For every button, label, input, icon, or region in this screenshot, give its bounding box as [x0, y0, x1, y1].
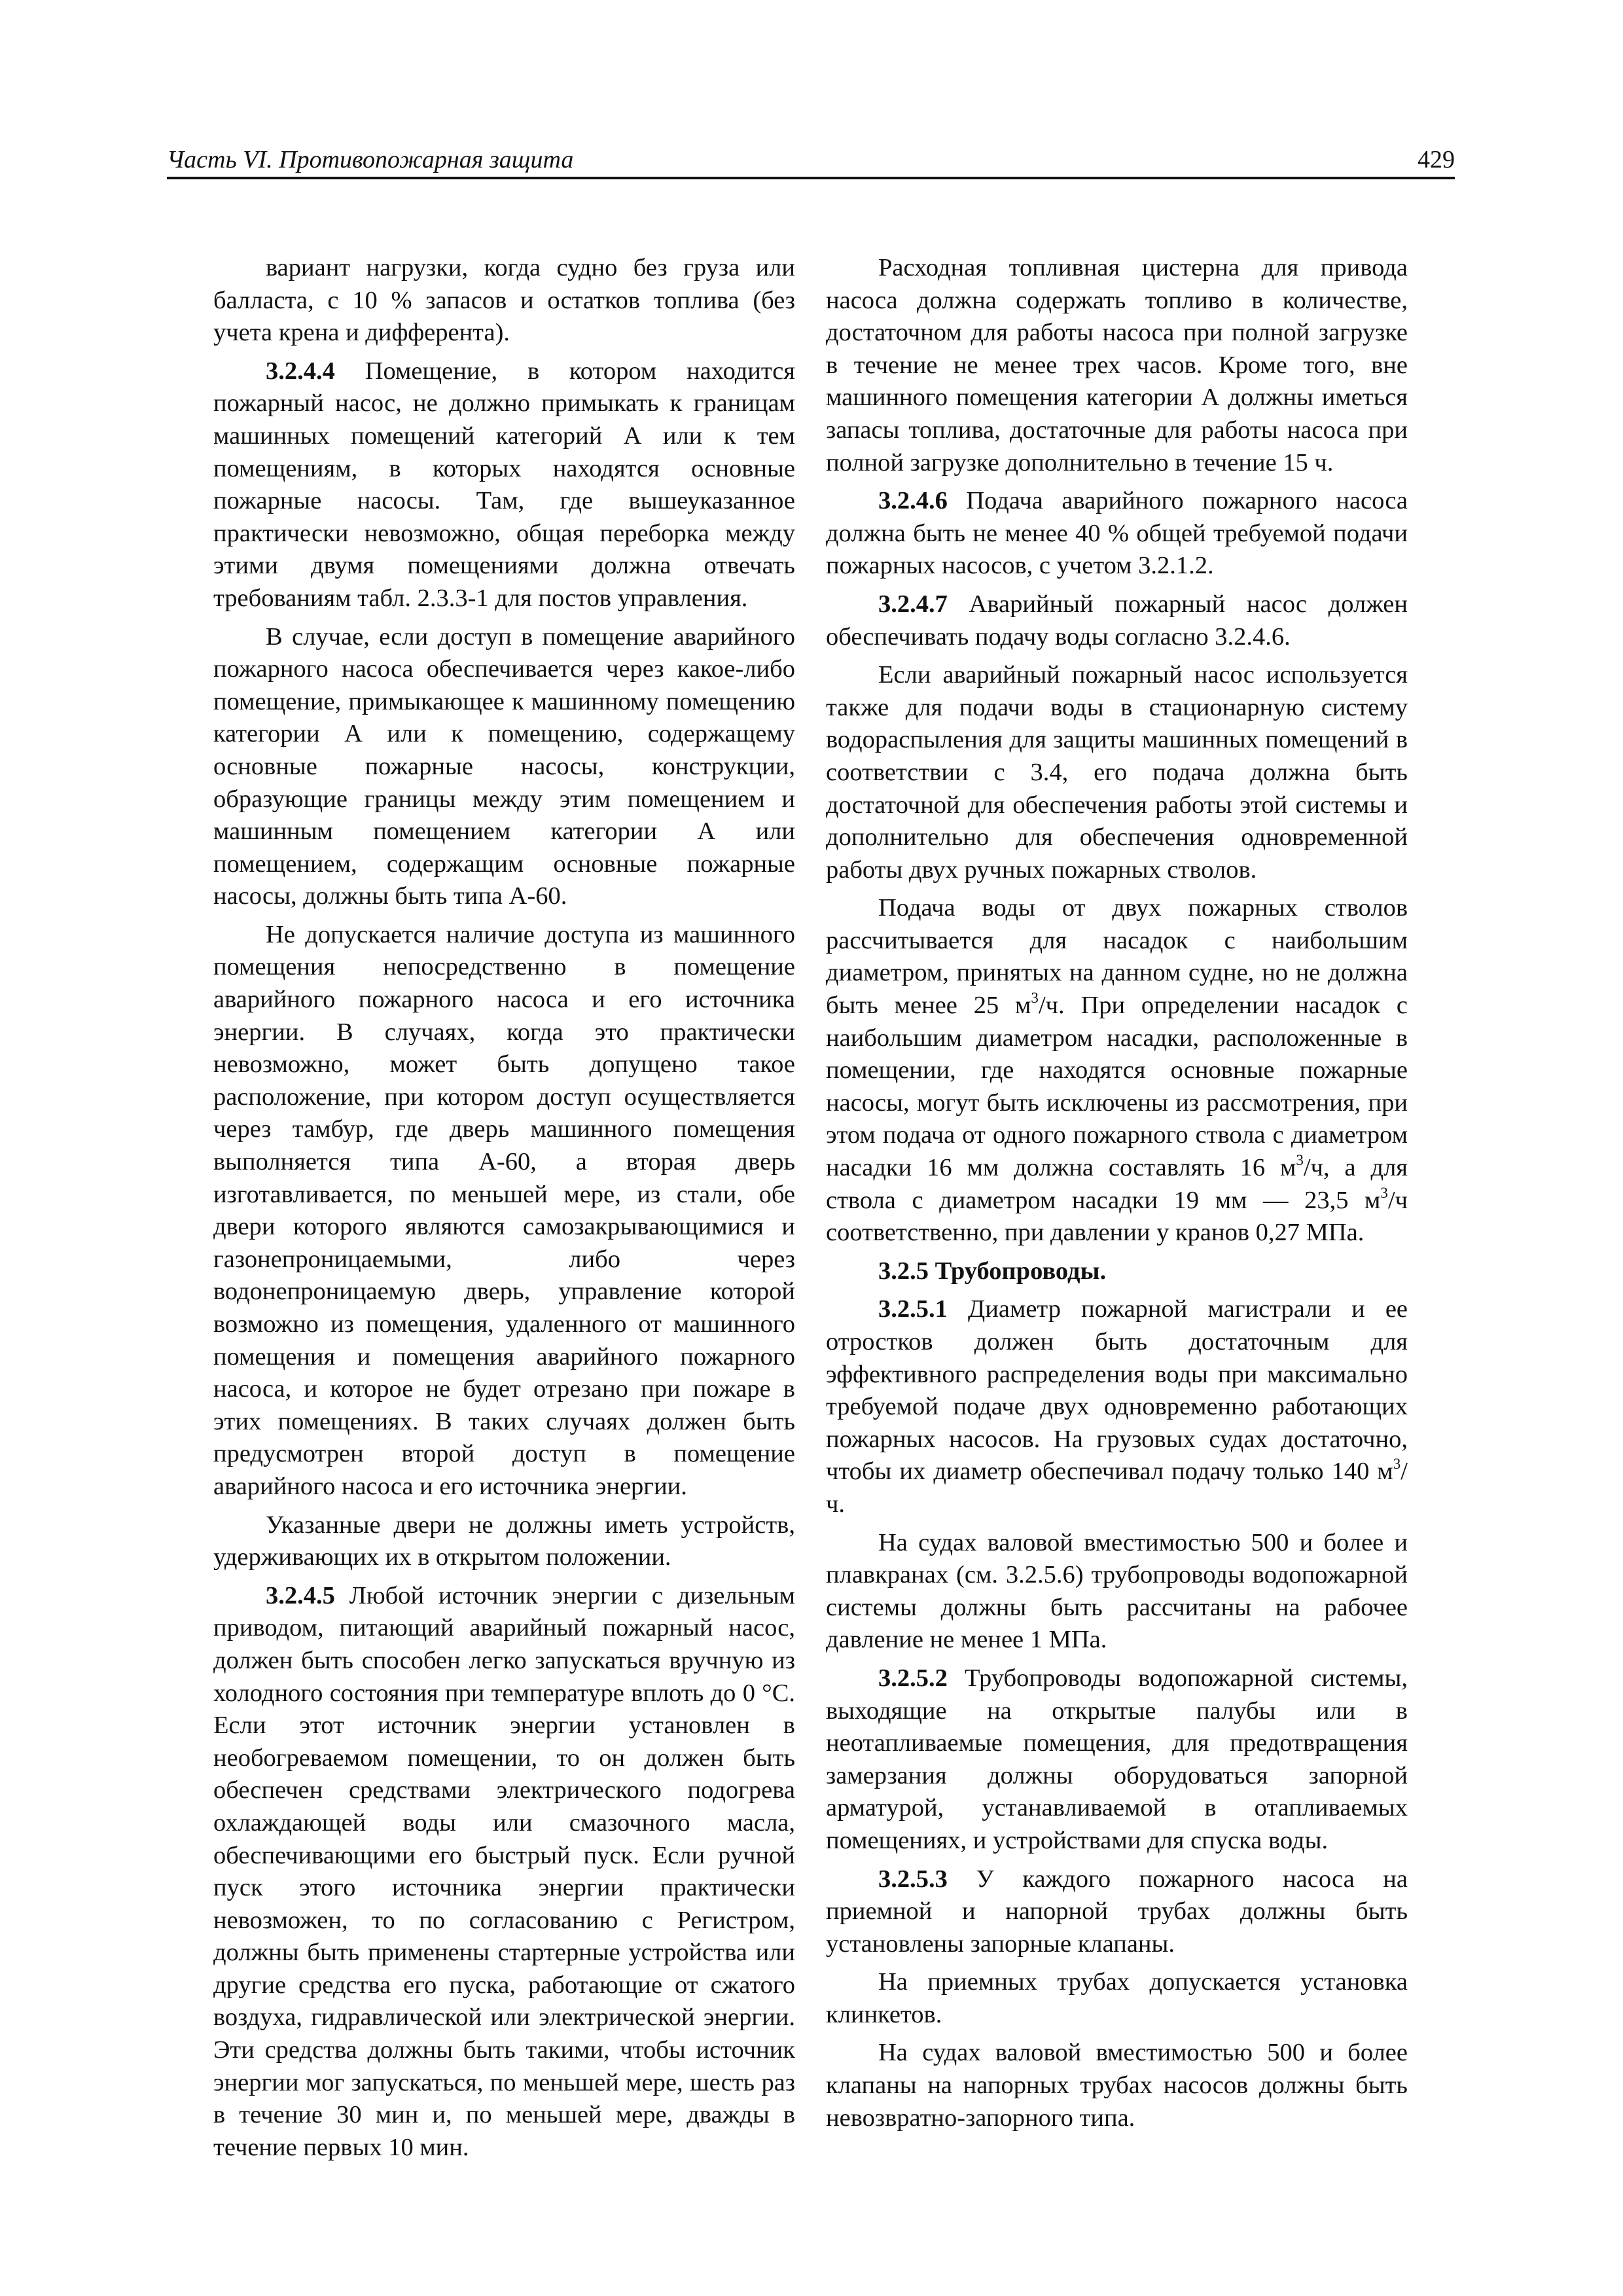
header-rule	[167, 177, 1455, 179]
paragraph: 3.2.4.7 Аварийный пожарный насос должен обеспечивать подачу воды согласно 3.2.4.6.	[826, 590, 1408, 651]
paragraph: 3.2.4.6 Подача аварийного пожарного насоса должна быть не менее 40 % общей требуемой подачи пожарных насосов, с учетом 3.2.1.2.	[826, 487, 1408, 580]
paragraph: Не допускается наличие доступа из машинного помещения непосредственно в помещение аварийного пожарного насоса и его источника энергии. В случаях, когда это практически невозможно, может быть допущено такое расположение, при котором доступ осуществляется через тамбур, где дверь машинного помещения выполняется типа А-60, а вторая дверь изготавливается, по меньшей мере, из стали, обе двери которого являются самозакрывающимися и газонепроницаемыми, либо через водонепроницаемую дверь, управление которой возможно из помещения, удаленного от машинного помещения и помещения аварийного пожарного насоса, и которое не будет отрезано при пожаре в этих помещениях. В таких случаях должен быть предусмотрен второй доступ в помещение аварийного насоса и его источника энергии.	[213, 920, 795, 1500]
right-column	[826, 252, 1408, 2140]
clause-number: 3.2.4.6	[878, 487, 948, 515]
paragraph: 3.2.5.3 У каждого пожарного насоса на приемной и напорной трубах должны быть установлены запорные клапаны.	[826, 1865, 1408, 1958]
clause-number: 3.2.4.5	[266, 1581, 335, 1609]
paragraph: В случае, если доступ в помещение аварийного пожарного насоса обеспечивается через какое-либо помещение, примыкающее к машинному помещению категории А или к помещению, содержащему основные пожарные насосы, конструкции, образующие границы между этим помещением и машинным помещением категории А или помещением, содержащим основные пожарные насосы, должны быть типа А-60.	[213, 622, 795, 910]
page-number: 429	[1418, 146, 1455, 173]
paragraph: 3.2.5.1 Диаметр пожарной магистрали и ее отростков должен быть достаточным для эффективного распределения воды при максимально требуемой подаче двух одновременно работающих пожарных насосов. На грузовых судах достаточно, чтобы их диаметр обеспечивал подачу только 140 $м^3/ч$.	[826, 1295, 1408, 1518]
clause-number: 3.2.4.7	[878, 590, 948, 618]
paragraph: На судах валовой вместимостью 500 и более клапаны на напорных трубах насосов должны быть невозвратно-запорного типа.	[826, 2039, 1408, 2132]
paragraph: На приемных трубах допускается установка клинкетов.	[826, 1968, 1408, 2028]
clause-number: 3.2.5.3	[878, 1865, 948, 1893]
paragraph: 3.2.4.4 Помещение, в котором находится пожарный насос, не должно примыкать к границам машинных помещений категорий А или к тем помещениям, в которых находятся основные пожарные насосы. Там, где вышеуказанное практически невозможно, общая переборка между этими двумя помещениями должна отвечать требованиям табл. 2.3.3-1 для постов управления.	[213, 357, 795, 612]
left-column	[213, 252, 795, 2170]
paragraph: Подача воды от двух пожарных стволов рассчитывается для насадок с наибольшим диаметром, принятых на данном судне, но не должна быть менее 25 $м^3/ч$. При определении насадок с наибольшим диаметром насадки, расположенные в помещении, где находятся основные пожарные насосы, могут быть исключены из рассмотрения, при этом подача от одного пожарного ствола с диаметром насадки 16 мм должна составлять 16 $м^3/ч$, а для ствола с диаметром насадки 19 мм — 23,5 $м^3/ч$ соответственно, при давлении у кранов 0,27 МПа.	[826, 894, 1408, 1247]
paragraph: На судах валовой вместимостью 500 и более и плавкранах (см. 3.2.5.6) трубопроводы водопожарной системы должны быть рассчитаны на рабочее давление не менее 1 МПа.	[826, 1528, 1408, 1654]
paragraph: Указанные двери не должны иметь устройств, удерживающих их в открытом положении.	[213, 1511, 795, 1571]
paragraph: вариант нагрузки, когда судно без груза или балласта, с 10 % запасов и остатков топлива (без учета крена и дифферента).	[213, 254, 795, 347]
clause-number: 3.2.4.4	[266, 357, 335, 385]
paragraph: Если аварийный пожарный насос используется также для подачи воды в стационарную систему водораспыления для защиты машинных помещений в соответствии с 3.4, его подача должна быть достаточной для обеспечения работы этой системы и дополнительно для обеспечения одновременной работы двух ручных пожарных стволов.	[826, 661, 1408, 884]
paragraph: 3.2.5.2 Трубопроводы водопожарной системы, выходящие на открытые палубы или в неотапливаемые помещения, для предотвращения замерзания должны оборудоваться запорной арматурой, устанавливаемой в отапливаемых помещениях, и устройствами для спуска воды.	[826, 1664, 1408, 1854]
paragraph: 3.2.4.5 Любой источник энергии с дизельным приводом, питающий аварийный пожарный насос, должен быть способен легко запускаться вручную из холодного состояния при температуре вплоть до 0 °С. Если этот источник энергии установлен в необогреваемом помещении, то он должен быть обеспечен средствами электрического подогрева охлаждающей воды или смазочного масла, обеспечивающими его быстрый пуск. Если ручной пуск этого источника энергии практически невозможен, то по согласованию с Регистром, должны быть применены стартерные устройства или другие средства его пуска, работающие от сжатого воздуха, гидравлической или электрической энергии. Эти средства должны быть такими, чтобы источник энергии мог запускаться, по меньшей мере, шесть раз в течение 30 мин и, по меньшей мере, дважды в течение первых 10 мин.	[213, 1581, 795, 2161]
header-title: Часть VI. Противопожарная защита	[167, 146, 574, 173]
section-heading: 3.2.5 Трубопроводы.	[878, 1257, 1107, 1285]
paragraph: Расходная топливная цистерна для привода насоса должна содержать топливо в количестве, достаточном для работы насоса при полной загрузке в течение не менее трех часов. Кроме того, вне машинного помещения категории А должны иметься запасы топлива, достаточные для работы насоса при полной загрузке дополнительно в течение 15 ч.	[826, 254, 1408, 476]
running-header	[167, 143, 1455, 179]
clause-number: 3.2.5.1	[878, 1295, 948, 1323]
clause-number: 3.2.5.2	[878, 1664, 948, 1692]
